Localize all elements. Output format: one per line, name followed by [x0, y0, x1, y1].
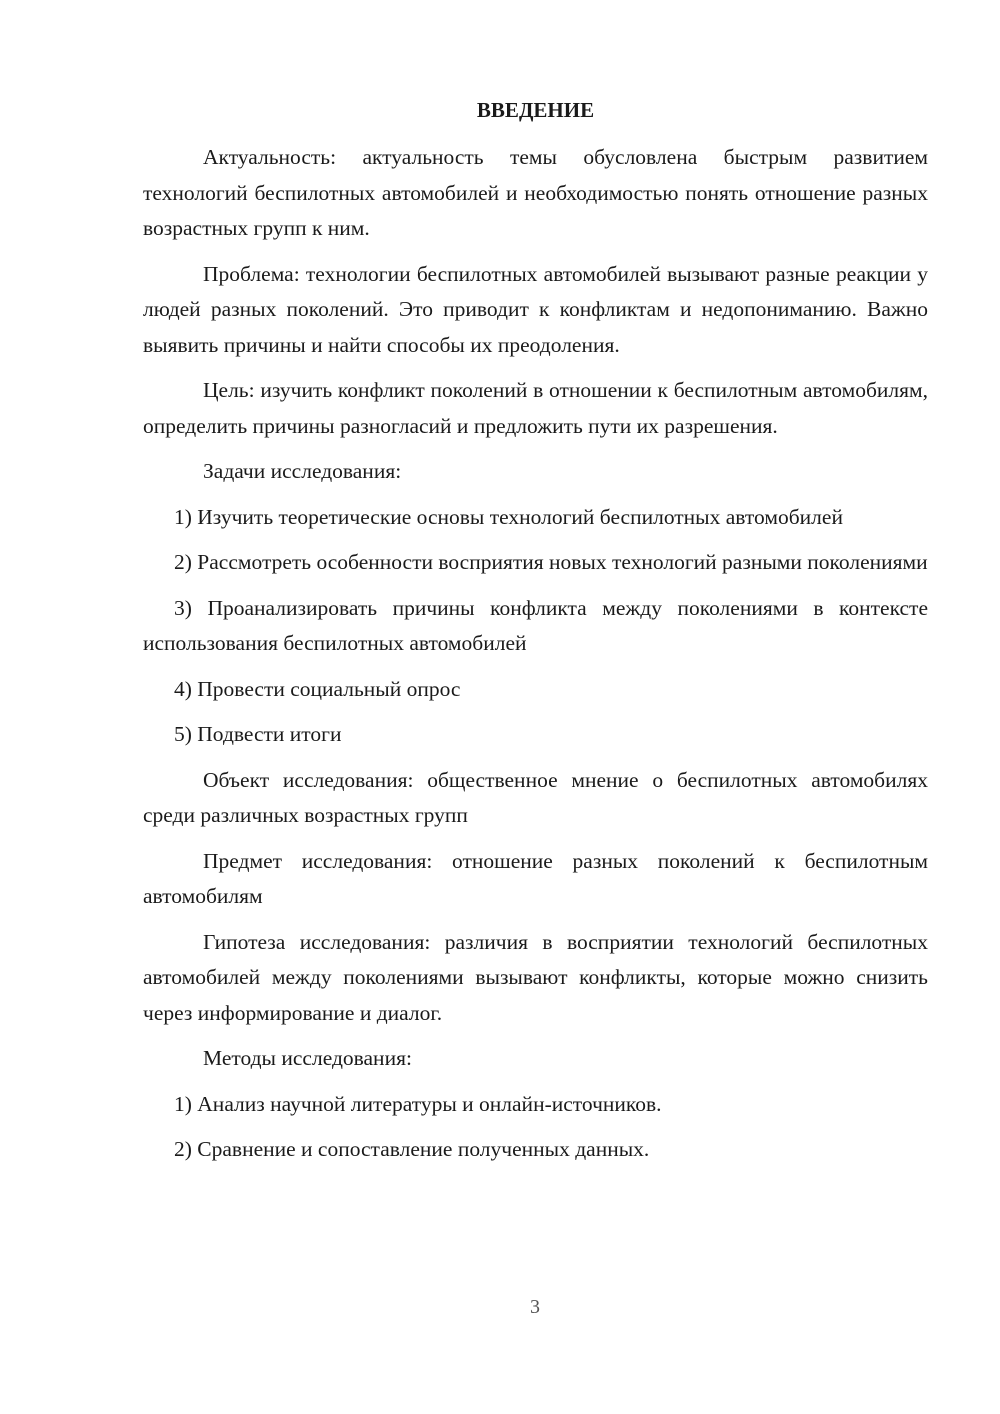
goal-paragraph: Цель: изучить конфликт поколений в отношении к беспилотным автомобилям, определить причины разногласий и предложить пути их разрешения.: [143, 378, 928, 438]
object-paragraph: Объект исследования: общественное мнение о беспилотных автомобилях среди различных возрастных групп: [143, 767, 928, 827]
hypothesis-paragraph: Гипотеза исследования: различия в восприятии технологий беспилотных автомобилей между поколениями вызывают конфликты, которые можно снизить через информирование и диалог.: [143, 929, 928, 1025]
task-item: 1) Изучить теоретические основы технологий беспилотных автомобилей: [174, 504, 843, 529]
tasks-heading: Задачи исследования:: [203, 459, 402, 483]
problem-paragraph: Проблема: технологии беспилотных автомобилей вызывают разные реакции у людей разных поколений. Это приводит к конфликтам и недопониманию. Важно выявить причины и найти способы их преодоления.: [143, 261, 928, 357]
relevance-paragraph: Актуальность: актуальность темы обусловлена быстрым развитием технологий беспилотных автомобилей и необходимостью понять отношение разных возрастных групп к ним.: [143, 145, 928, 240]
document-page: [143, 95, 928, 1178]
method-item: 1) Анализ научной литературы и онлайн-источников.: [174, 1091, 662, 1116]
document-title: ВВЕДЕНИЕ: [476, 98, 595, 122]
method-item: 2) Сравнение и сопоставление полученных данных.: [174, 1137, 650, 1161]
methods-heading: Методы исследования:: [203, 1046, 412, 1070]
page-number: 3: [530, 1296, 540, 1318]
task-item: 4) Провести социальный опрос: [174, 676, 461, 701]
task-item: 3) Проанализировать причины конфликта между поколениями в контексте использования беспилотных автомобилей: [143, 595, 928, 655]
task-item: 2) Рассмотреть особенности восприятия новых технологий разными поколениями: [174, 550, 928, 574]
subject-paragraph: Предмет исследования: отношение разных поколений к беспилотным автомобилям: [143, 848, 928, 908]
task-item: 5) Подвести итоги: [174, 722, 342, 746]
